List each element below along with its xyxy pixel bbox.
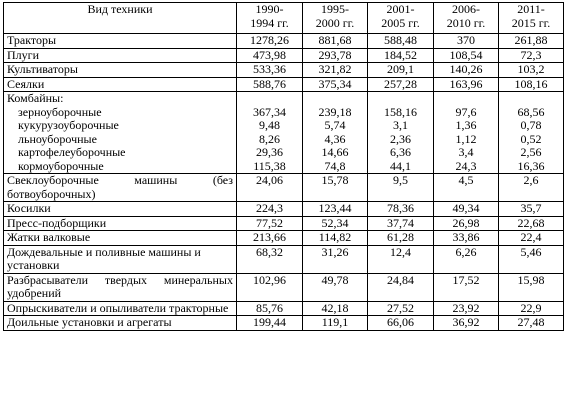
value-cell: 42,18 xyxy=(303,301,368,316)
value-cell: 15,78 xyxy=(303,174,368,202)
value-cell: 115,38 xyxy=(237,160,303,174)
value-cell: 114,82 xyxy=(303,231,368,246)
value-cell: 209,1 xyxy=(368,63,434,78)
header-period-1990-1994: 1990- 1994 гг. xyxy=(237,3,303,34)
equipment-name-cell: Опрыскиватели и опыливатели тракторные xyxy=(4,301,237,316)
machinery-table xyxy=(3,2,564,331)
value-cell: 2,6 xyxy=(499,174,564,202)
value-cell: 61,28 xyxy=(368,231,434,246)
header-period-2001-2005: 2001- 2005 гг. xyxy=(368,3,434,34)
value-cell: 8,26 xyxy=(237,133,303,147)
value-cell: 36,92 xyxy=(434,316,499,331)
value-cell: 78,36 xyxy=(368,202,434,217)
value-cell: 52,34 xyxy=(303,216,368,231)
value-cell: 5,74 xyxy=(303,119,368,133)
value-cell: 4,5 xyxy=(434,174,499,202)
value-cell: 6,36 xyxy=(368,146,434,160)
value-cell: 6,26 xyxy=(434,245,499,273)
value-cell: 533,36 xyxy=(237,63,303,78)
value-cell: 588,48 xyxy=(368,34,434,49)
value-cell: 881,68 xyxy=(303,34,368,49)
table-row xyxy=(4,92,564,106)
value-cell: 367,34 xyxy=(237,106,303,120)
value-cell: 9,48 xyxy=(237,119,303,133)
value-cell xyxy=(368,92,434,106)
table-row xyxy=(4,202,564,217)
equipment-name-cell: Свеклоуборочные машины (без ботвоуборочных) xyxy=(4,174,237,202)
equipment-name-cell: кормоуборочные xyxy=(4,160,237,174)
equipment-name-cell: Культиваторы xyxy=(4,63,237,78)
value-cell: 49,34 xyxy=(434,202,499,217)
header-period-1995-2000: 1995- 2000 гг. xyxy=(303,3,368,34)
value-cell: 72,3 xyxy=(499,48,564,63)
value-cell: 0,52 xyxy=(499,133,564,147)
value-cell: 261,88 xyxy=(499,34,564,49)
table-row xyxy=(4,63,564,78)
equipment-name-cell: льноуборочные xyxy=(4,133,237,147)
value-cell: 24,3 xyxy=(434,160,499,174)
table-row xyxy=(4,48,564,63)
value-cell: 37,74 xyxy=(368,216,434,231)
equipment-name-cell: кукурузоуборочные xyxy=(4,119,237,133)
value-cell: 184,52 xyxy=(368,48,434,63)
value-cell: 370 xyxy=(434,34,499,49)
value-cell: 77,52 xyxy=(237,216,303,231)
table-row xyxy=(4,119,564,133)
value-cell: 257,28 xyxy=(368,77,434,92)
value-cell: 375,34 xyxy=(303,77,368,92)
header-period-2006-2010: 2006- 2010 гг. xyxy=(434,3,499,34)
equipment-name-cell: Доильные установки и агрегаты xyxy=(4,316,237,331)
value-cell: 12,4 xyxy=(368,245,434,273)
equipment-name-cell: Плуги xyxy=(4,48,237,63)
equipment-name-cell: Тракторы xyxy=(4,34,237,49)
value-cell: 31,26 xyxy=(303,245,368,273)
value-cell: 123,44 xyxy=(303,202,368,217)
value-cell: 293,78 xyxy=(303,48,368,63)
equipment-name-cell: Косилки xyxy=(4,202,237,217)
value-cell: 224,3 xyxy=(237,202,303,217)
value-cell: 74,8 xyxy=(303,160,368,174)
value-cell: 108,54 xyxy=(434,48,499,63)
value-cell: 5,46 xyxy=(499,245,564,273)
value-cell: 22,4 xyxy=(499,231,564,246)
table-row xyxy=(4,160,564,174)
value-cell: 1,12 xyxy=(434,133,499,147)
table-row xyxy=(4,106,564,120)
value-cell: 97,6 xyxy=(434,106,499,120)
value-cell: 24,84 xyxy=(368,273,434,301)
table-row xyxy=(4,77,564,92)
value-cell: 22,9 xyxy=(499,301,564,316)
value-cell: 3,1 xyxy=(368,119,434,133)
value-cell: 35,7 xyxy=(499,202,564,217)
table-row xyxy=(4,216,564,231)
value-cell: 9,5 xyxy=(368,174,434,202)
equipment-name-cell: картофелеуборочные xyxy=(4,146,237,160)
value-cell xyxy=(237,92,303,106)
value-cell: 29,36 xyxy=(237,146,303,160)
value-cell xyxy=(434,92,499,106)
equipment-name-cell: Сеялки xyxy=(4,77,237,92)
value-cell: 4,36 xyxy=(303,133,368,147)
value-cell: 15,98 xyxy=(499,273,564,301)
table-row xyxy=(4,34,564,49)
value-cell: 158,16 xyxy=(368,106,434,120)
table-row xyxy=(4,245,564,273)
header-row xyxy=(4,3,564,34)
value-cell: 27,48 xyxy=(499,316,564,331)
equipment-name-cell: Жатки валковые xyxy=(4,231,237,246)
value-cell: 23,92 xyxy=(434,301,499,316)
value-cell: 2,56 xyxy=(499,146,564,160)
value-cell: 49,78 xyxy=(303,273,368,301)
value-cell xyxy=(499,92,564,106)
value-cell: 199,44 xyxy=(237,316,303,331)
equipment-name-cell: зерноуборочные xyxy=(4,106,237,120)
value-cell: 588,76 xyxy=(237,77,303,92)
header-period-2011-2015: 2011- 2015 гг. xyxy=(499,3,564,34)
value-cell: 85,76 xyxy=(237,301,303,316)
value-cell: 24,06 xyxy=(237,174,303,202)
header-equipment-type: Вид техники xyxy=(4,3,237,34)
value-cell: 3,4 xyxy=(434,146,499,160)
equipment-name-cell: Дождевальные и поливные машины и установки xyxy=(4,245,237,273)
table-row xyxy=(4,231,564,246)
value-cell: 14,66 xyxy=(303,146,368,160)
value-cell xyxy=(303,92,368,106)
value-cell: 1278,26 xyxy=(237,34,303,49)
table-row xyxy=(4,174,564,202)
table-row xyxy=(4,273,564,301)
value-cell: 22,68 xyxy=(499,216,564,231)
value-cell: 108,16 xyxy=(499,77,564,92)
value-cell: 68,32 xyxy=(237,245,303,273)
table-row xyxy=(4,133,564,147)
value-cell: 68,56 xyxy=(499,106,564,120)
value-cell: 140,26 xyxy=(434,63,499,78)
value-cell: 1,36 xyxy=(434,119,499,133)
value-cell: 17,52 xyxy=(434,273,499,301)
value-cell: 44,1 xyxy=(368,160,434,174)
equipment-name-cell: Пресс-подборщики xyxy=(4,216,237,231)
value-cell: 26,98 xyxy=(434,216,499,231)
value-cell: 2,36 xyxy=(368,133,434,147)
value-cell: 213,66 xyxy=(237,231,303,246)
value-cell: 27,52 xyxy=(368,301,434,316)
table-row xyxy=(4,146,564,160)
value-cell: 66,06 xyxy=(368,316,434,331)
value-cell: 0,78 xyxy=(499,119,564,133)
equipment-name-cell: Разбрасыватели твердых минеральных удобрений xyxy=(4,273,237,301)
value-cell: 102,96 xyxy=(237,273,303,301)
table-row xyxy=(4,301,564,316)
value-cell: 119,1 xyxy=(303,316,368,331)
value-cell: 473,98 xyxy=(237,48,303,63)
table-row xyxy=(4,316,564,331)
value-cell: 16,36 xyxy=(499,160,564,174)
value-cell: 163,96 xyxy=(434,77,499,92)
value-cell: 239,18 xyxy=(303,106,368,120)
equipment-name-cell: Комбайны: xyxy=(4,92,237,106)
value-cell: 321,82 xyxy=(303,63,368,78)
value-cell: 103,2 xyxy=(499,63,564,78)
value-cell: 33,86 xyxy=(434,231,499,246)
